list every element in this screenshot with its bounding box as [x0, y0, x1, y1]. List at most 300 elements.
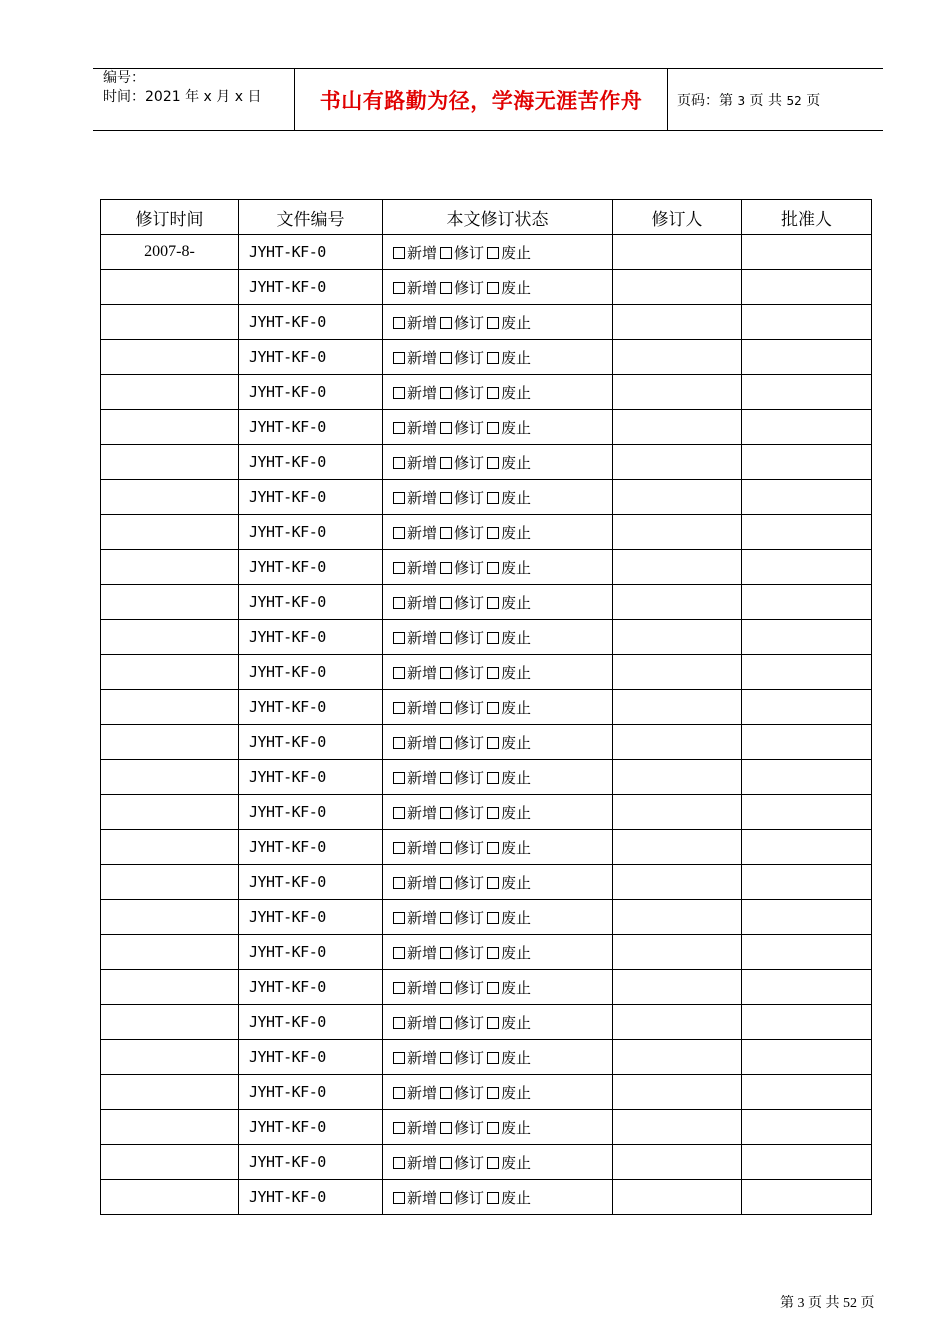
document-time-label: 时间：2021 年 x 月 x 日	[103, 89, 262, 105]
status-option[interactable]	[393, 594, 437, 612]
checkbox-icon[interactable]	[393, 1122, 405, 1134]
status-option[interactable]	[393, 314, 437, 332]
approver-cell	[742, 900, 872, 935]
status-option[interactable]	[487, 349, 531, 367]
status-option-label: 修订	[454, 348, 485, 367]
file-number-cell: JYHT-KF-0	[239, 375, 383, 410]
status-option[interactable]	[487, 874, 531, 892]
checkbox-icon[interactable]	[487, 1192, 499, 1204]
revision-date-cell	[101, 270, 239, 305]
checkbox-icon[interactable]	[393, 317, 405, 329]
revision-status-cell	[383, 1005, 613, 1040]
checkbox-icon[interactable]	[393, 352, 405, 364]
file-number-cell: JYHT-KF-0	[239, 690, 383, 725]
checkbox-icon[interactable]	[440, 947, 452, 959]
status-option[interactable]	[440, 1049, 484, 1067]
page-footer: 第 3 页 共 52 页	[780, 1296, 875, 1311]
status-option[interactable]	[393, 874, 437, 892]
status-option[interactable]	[393, 944, 437, 962]
status-option[interactable]	[440, 349, 484, 367]
revision-status-cell	[383, 1040, 613, 1075]
status-option[interactable]	[440, 489, 484, 507]
checkbox-icon[interactable]	[487, 912, 499, 924]
file-number-cell: JYHT-KF-0	[239, 1075, 383, 1110]
approver-cell	[742, 305, 872, 340]
approver-cell	[742, 1180, 872, 1215]
reviser-cell	[613, 1180, 742, 1215]
checkbox-icon[interactable]	[440, 632, 452, 644]
file-number-cell: JYHT-KF-0	[239, 620, 383, 655]
table-row	[101, 1005, 872, 1040]
revision-status-cell	[383, 655, 613, 690]
checkbox-icon[interactable]	[440, 702, 452, 714]
status-option[interactable]	[440, 874, 484, 892]
status-option-label: 新增	[407, 803, 438, 822]
status-option[interactable]	[487, 979, 531, 997]
status-option[interactable]	[393, 699, 437, 717]
status-option[interactable]	[393, 1119, 437, 1137]
table-row	[101, 550, 872, 585]
status-option-label: 废止	[501, 1083, 532, 1102]
reviser-cell	[613, 1075, 742, 1110]
table-row	[101, 795, 872, 830]
approver-cell	[742, 655, 872, 690]
checkbox-icon[interactable]	[440, 667, 452, 679]
status-option[interactable]	[393, 524, 437, 542]
table-row	[101, 690, 872, 725]
revision-date-cell	[101, 1005, 239, 1040]
status-option-label: 修订	[454, 943, 485, 962]
status-option[interactable]	[487, 1049, 531, 1067]
status-option-label: 废止	[501, 628, 532, 647]
checkbox-icon[interactable]	[393, 947, 405, 959]
checkbox-icon[interactable]	[393, 1017, 405, 1029]
status-option-label: 修订	[454, 488, 485, 507]
header-revision-time: 修订时间	[101, 200, 239, 235]
checkbox-icon[interactable]	[440, 842, 452, 854]
status-option[interactable]	[440, 1119, 484, 1137]
status-option[interactable]	[393, 384, 437, 402]
table-row	[101, 585, 872, 620]
checkbox-icon[interactable]	[393, 1087, 405, 1099]
status-option-label: 修订	[454, 1083, 485, 1102]
status-option-label: 废止	[501, 768, 532, 787]
status-option-label: 修订	[454, 803, 485, 822]
revision-status-cell	[383, 1075, 613, 1110]
status-option[interactable]	[487, 384, 531, 402]
checkbox-icon[interactable]	[440, 317, 452, 329]
status-option-label: 新增	[407, 1013, 438, 1032]
checkbox-icon[interactable]	[440, 1157, 452, 1169]
status-option-label: 废止	[501, 1153, 532, 1172]
approver-cell	[742, 235, 872, 270]
status-option[interactable]	[487, 524, 531, 542]
status-option-label: 修订	[454, 1188, 485, 1207]
checkbox-icon[interactable]	[440, 387, 452, 399]
approver-cell	[742, 480, 872, 515]
checkbox-icon[interactable]	[487, 807, 499, 819]
status-option[interactable]	[393, 454, 437, 472]
status-option[interactable]	[487, 559, 531, 577]
file-number-cell: JYHT-KF-0	[239, 655, 383, 690]
status-option[interactable]	[393, 349, 437, 367]
checkbox-icon[interactable]	[487, 772, 499, 784]
page-header	[93, 68, 883, 131]
status-option[interactable]	[440, 629, 484, 647]
status-option[interactable]	[487, 699, 531, 717]
page-suffix: 页	[806, 92, 821, 109]
status-option-label: 废止	[501, 838, 532, 857]
status-option-label: 新增	[407, 243, 438, 262]
checkbox-icon[interactable]	[440, 1087, 452, 1099]
checkbox-icon[interactable]	[440, 982, 452, 994]
checkbox-icon[interactable]	[487, 1157, 499, 1169]
status-option[interactable]	[440, 244, 484, 262]
checkbox-icon[interactable]	[440, 1052, 452, 1064]
status-option[interactable]	[440, 384, 484, 402]
status-option[interactable]	[440, 769, 484, 787]
status-option-label: 修订	[454, 593, 485, 612]
status-option[interactable]	[487, 664, 531, 682]
checkbox-icon[interactable]	[393, 982, 405, 994]
status-option[interactable]	[487, 314, 531, 332]
checkbox-icon[interactable]	[393, 772, 405, 784]
status-option[interactable]	[487, 1119, 531, 1137]
status-option[interactable]	[393, 909, 437, 927]
status-option-label: 修订	[454, 1048, 485, 1067]
status-option[interactable]	[393, 559, 437, 577]
table-header-row	[101, 200, 872, 235]
checkbox-icon[interactable]	[487, 282, 499, 294]
status-option[interactable]	[393, 244, 437, 262]
status-option[interactable]	[393, 839, 437, 857]
file-number-cell: JYHT-KF-0	[239, 1040, 383, 1075]
checkbox-icon[interactable]	[440, 527, 452, 539]
status-option-label: 新增	[407, 383, 438, 402]
status-option[interactable]	[440, 944, 484, 962]
approver-cell	[742, 270, 872, 305]
revision-date-cell	[101, 935, 239, 970]
status-option[interactable]	[487, 454, 531, 472]
status-option[interactable]	[440, 559, 484, 577]
revision-status-cell	[383, 235, 613, 270]
checkbox-icon[interactable]	[393, 877, 405, 889]
checkbox-icon[interactable]	[393, 597, 405, 609]
status-option[interactable]	[393, 804, 437, 822]
reviser-cell	[613, 515, 742, 550]
checkbox-icon[interactable]	[487, 667, 499, 679]
reviser-cell	[613, 445, 742, 480]
reviser-cell	[613, 760, 742, 795]
revision-status-cell	[383, 1110, 613, 1145]
checkbox-icon[interactable]	[393, 702, 405, 714]
revision-date-cell	[101, 865, 239, 900]
status-option-label: 废止	[501, 488, 532, 507]
checkbox-icon[interactable]	[393, 1192, 405, 1204]
checkbox-icon[interactable]	[440, 282, 452, 294]
status-option[interactable]	[487, 804, 531, 822]
checkbox-icon[interactable]	[393, 387, 405, 399]
checkbox-icon[interactable]	[487, 527, 499, 539]
checkbox-icon[interactable]	[393, 1052, 405, 1064]
reviser-cell	[613, 305, 742, 340]
status-option-label: 废止	[501, 803, 532, 822]
checkbox-icon[interactable]	[487, 317, 499, 329]
approver-cell	[742, 1040, 872, 1075]
status-option-label: 修订	[454, 243, 485, 262]
reviser-cell	[613, 410, 742, 445]
status-option[interactable]	[440, 804, 484, 822]
status-option-label: 修订	[454, 978, 485, 997]
status-option[interactable]	[487, 629, 531, 647]
status-option-label: 废止	[501, 978, 532, 997]
reviser-cell	[613, 865, 742, 900]
checkbox-icon[interactable]	[487, 632, 499, 644]
checkbox-icon[interactable]	[393, 527, 405, 539]
checkbox-icon[interactable]	[487, 422, 499, 434]
status-option[interactable]	[440, 419, 484, 437]
checkbox-icon[interactable]	[393, 667, 405, 679]
checkbox-icon[interactable]	[487, 492, 499, 504]
status-option[interactable]	[487, 1189, 531, 1207]
status-option-label: 修订	[454, 558, 485, 577]
checkbox-icon[interactable]	[393, 247, 405, 259]
approver-cell	[742, 1110, 872, 1145]
approver-cell	[742, 970, 872, 1005]
status-option[interactable]	[393, 489, 437, 507]
status-option[interactable]	[393, 419, 437, 437]
status-option-label: 废止	[501, 1118, 532, 1137]
page-number: 3	[737, 93, 746, 108]
checkbox-icon[interactable]	[393, 1157, 405, 1169]
checkbox-icon[interactable]	[487, 1017, 499, 1029]
checkbox-icon[interactable]	[393, 807, 405, 819]
status-option[interactable]	[393, 979, 437, 997]
checkbox-icon[interactable]	[487, 702, 499, 714]
file-number-cell: JYHT-KF-0	[239, 1180, 383, 1215]
status-option[interactable]	[440, 594, 484, 612]
status-option[interactable]	[393, 1084, 437, 1102]
status-option-label: 新增	[407, 1188, 438, 1207]
checkbox-icon[interactable]	[440, 597, 452, 609]
revision-status-cell	[383, 445, 613, 480]
table-row	[101, 305, 872, 340]
status-option[interactable]	[487, 1154, 531, 1172]
checkbox-icon[interactable]	[487, 352, 499, 364]
status-option-label: 新增	[407, 1153, 438, 1172]
checkbox-icon[interactable]	[440, 912, 452, 924]
status-option[interactable]	[393, 279, 437, 297]
revision-status-cell	[383, 515, 613, 550]
status-option-label: 修订	[454, 1153, 485, 1172]
revision-status-cell	[383, 725, 613, 760]
status-option[interactable]	[393, 664, 437, 682]
file-number-cell: JYHT-KF-0	[239, 270, 383, 305]
status-option[interactable]	[487, 419, 531, 437]
approver-cell	[742, 410, 872, 445]
checkbox-icon[interactable]	[487, 457, 499, 469]
table-row	[101, 235, 872, 270]
revision-date-cell	[101, 445, 239, 480]
checkbox-icon[interactable]	[440, 492, 452, 504]
checkbox-icon[interactable]	[487, 247, 499, 259]
file-number-cell: JYHT-KF-0	[239, 550, 383, 585]
status-option[interactable]	[393, 769, 437, 787]
status-option[interactable]	[487, 909, 531, 927]
approver-cell	[742, 515, 872, 550]
checkbox-icon[interactable]	[487, 877, 499, 889]
file-number-cell: JYHT-KF-0	[239, 760, 383, 795]
checkbox-icon[interactable]	[487, 597, 499, 609]
status-option-label: 新增	[407, 453, 438, 472]
status-option[interactable]	[487, 489, 531, 507]
approver-cell	[742, 340, 872, 375]
revision-table	[100, 199, 872, 1215]
status-option[interactable]	[440, 664, 484, 682]
status-option-label: 新增	[407, 523, 438, 542]
reviser-cell	[613, 1005, 742, 1040]
approver-cell	[742, 795, 872, 830]
checkbox-icon[interactable]	[487, 982, 499, 994]
revision-status-cell	[383, 550, 613, 585]
approver-cell	[742, 1005, 872, 1040]
status-option-label: 新增	[407, 873, 438, 892]
checkbox-icon[interactable]	[440, 1017, 452, 1029]
status-option-label: 修订	[454, 908, 485, 927]
checkbox-icon[interactable]	[487, 947, 499, 959]
checkbox-icon[interactable]	[487, 1087, 499, 1099]
checkbox-icon[interactable]	[487, 562, 499, 574]
checkbox-icon[interactable]	[393, 842, 405, 854]
checkbox-icon[interactable]	[440, 737, 452, 749]
revision-status-cell	[383, 375, 613, 410]
status-option[interactable]	[440, 909, 484, 927]
status-option[interactable]	[487, 734, 531, 752]
file-number-cell: JYHT-KF-0	[239, 795, 383, 830]
checkbox-icon[interactable]	[393, 912, 405, 924]
status-option[interactable]	[487, 1014, 531, 1032]
status-option[interactable]	[440, 979, 484, 997]
status-option[interactable]	[440, 699, 484, 717]
status-option[interactable]	[487, 769, 531, 787]
status-option[interactable]	[487, 839, 531, 857]
file-number-cell: JYHT-KF-0	[239, 340, 383, 375]
revision-date-cell	[101, 795, 239, 830]
status-option-label: 新增	[407, 698, 438, 717]
checkbox-icon[interactable]	[487, 842, 499, 854]
status-option-label: 废止	[501, 908, 532, 927]
status-option[interactable]	[440, 1014, 484, 1032]
checkbox-icon[interactable]	[487, 1122, 499, 1134]
status-option[interactable]	[440, 524, 484, 542]
file-number-cell: JYHT-KF-0	[239, 585, 383, 620]
checkbox-icon[interactable]	[440, 247, 452, 259]
table-row	[101, 655, 872, 690]
file-number-cell: JYHT-KF-0	[239, 305, 383, 340]
status-option-label: 废止	[501, 698, 532, 717]
checkbox-icon[interactable]	[393, 492, 405, 504]
checkbox-icon[interactable]	[440, 807, 452, 819]
checkbox-icon[interactable]	[440, 352, 452, 364]
status-option[interactable]	[440, 1154, 484, 1172]
checkbox-icon[interactable]	[440, 877, 452, 889]
status-option-label: 修订	[454, 418, 485, 437]
status-option[interactable]	[393, 629, 437, 647]
approver-cell	[742, 375, 872, 410]
reviser-cell	[613, 550, 742, 585]
reviser-cell	[613, 690, 742, 725]
checkbox-icon[interactable]	[440, 1192, 452, 1204]
file-number-cell: JYHT-KF-0	[239, 480, 383, 515]
status-option[interactable]	[440, 839, 484, 857]
status-option-label: 废止	[501, 453, 532, 472]
reviser-cell	[613, 1040, 742, 1075]
checkbox-icon[interactable]	[393, 632, 405, 644]
status-option[interactable]	[487, 279, 531, 297]
reviser-cell	[613, 970, 742, 1005]
revision-date-cell	[101, 1145, 239, 1180]
status-option[interactable]	[440, 1084, 484, 1102]
checkbox-icon[interactable]	[393, 737, 405, 749]
status-option[interactable]	[487, 594, 531, 612]
status-option-label: 修订	[454, 523, 485, 542]
status-option[interactable]	[440, 1189, 484, 1207]
checkbox-icon[interactable]	[440, 772, 452, 784]
revision-status-cell	[383, 620, 613, 655]
status-option[interactable]	[440, 454, 484, 472]
status-option-label: 新增	[407, 768, 438, 787]
status-option[interactable]	[393, 1154, 437, 1172]
checkbox-icon[interactable]	[440, 1122, 452, 1134]
checkbox-icon[interactable]	[393, 282, 405, 294]
revision-status-cell	[383, 795, 613, 830]
status-option[interactable]	[393, 1189, 437, 1207]
reviser-cell	[613, 340, 742, 375]
status-option-label: 修订	[454, 628, 485, 647]
checkbox-icon[interactable]	[487, 387, 499, 399]
status-option[interactable]	[393, 1049, 437, 1067]
checkbox-icon[interactable]	[393, 457, 405, 469]
status-option[interactable]	[440, 314, 484, 332]
status-option[interactable]	[487, 944, 531, 962]
reviser-cell	[613, 1145, 742, 1180]
status-option-label: 修订	[454, 873, 485, 892]
status-option[interactable]	[393, 1014, 437, 1032]
file-number-cell: JYHT-KF-0	[239, 515, 383, 550]
approver-cell	[742, 1145, 872, 1180]
checkbox-icon[interactable]	[440, 422, 452, 434]
status-option-label: 废止	[501, 1013, 532, 1032]
status-option[interactable]	[440, 734, 484, 752]
status-option[interactable]	[487, 1084, 531, 1102]
checkbox-icon[interactable]	[440, 457, 452, 469]
status-option-label: 新增	[407, 908, 438, 927]
status-option[interactable]	[393, 734, 437, 752]
revision-status-cell	[383, 935, 613, 970]
checkbox-icon[interactable]	[393, 422, 405, 434]
table-row	[101, 760, 872, 795]
status-option-label: 废止	[501, 348, 532, 367]
checkbox-icon[interactable]	[440, 562, 452, 574]
checkbox-icon[interactable]	[393, 562, 405, 574]
checkbox-icon[interactable]	[487, 737, 499, 749]
status-option-label: 废止	[501, 418, 532, 437]
status-option[interactable]	[487, 244, 531, 262]
status-option-label: 修订	[454, 1013, 485, 1032]
checkbox-icon[interactable]	[487, 1052, 499, 1064]
status-option[interactable]	[440, 279, 484, 297]
status-option-label: 废止	[501, 383, 532, 402]
